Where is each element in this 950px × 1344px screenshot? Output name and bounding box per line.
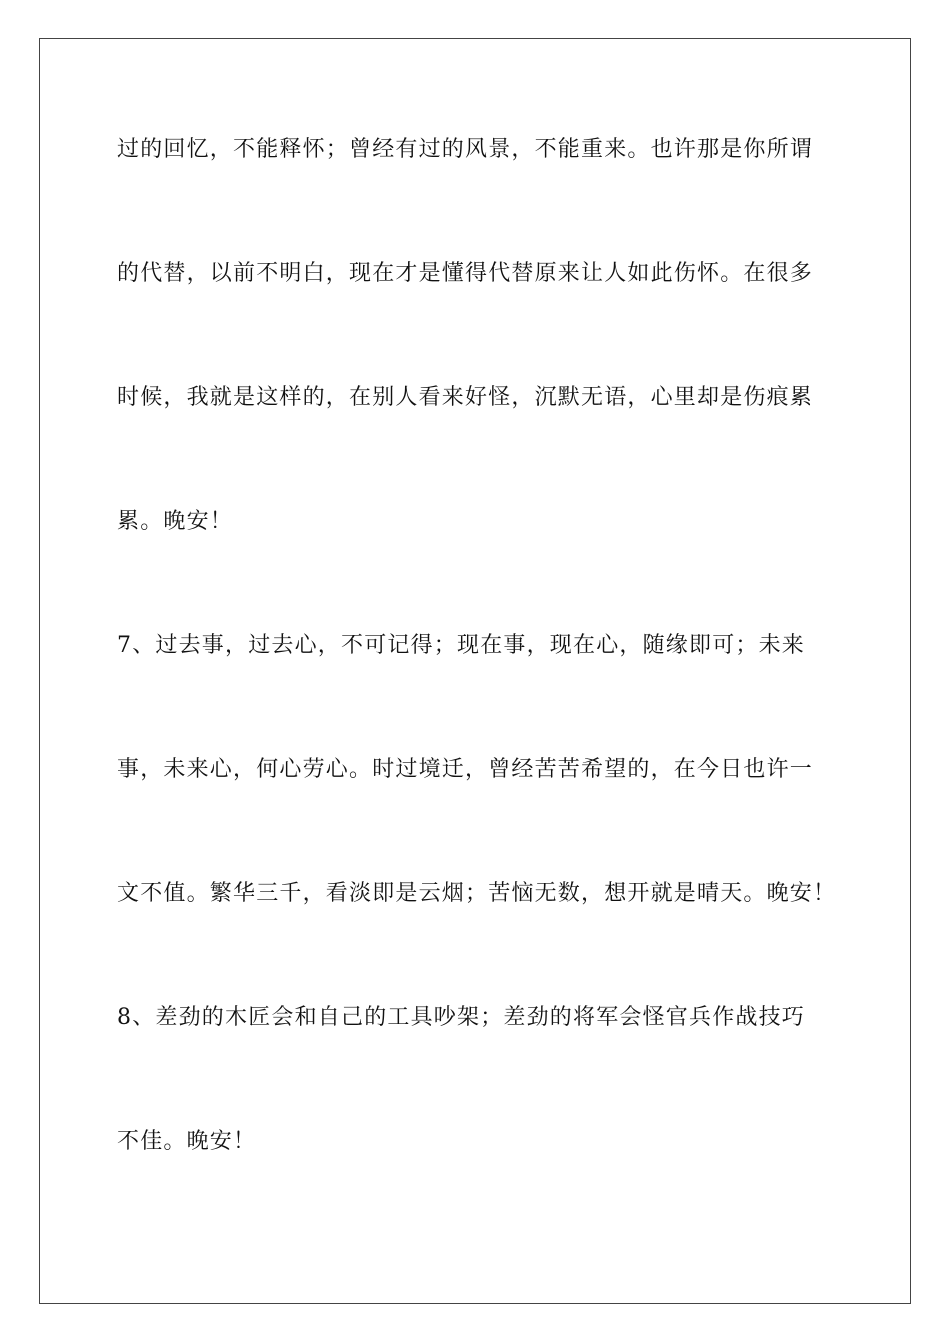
- text-line: 文不值。繁华三千，看淡即是云烟；苦恼无数，想开就是晴天。晚安！: [117, 881, 837, 906]
- text-line: 时候，我就是这样的，在别人看来好怪，沉默无语，心里却是伤痕累: [117, 385, 814, 410]
- text-line: 过的回忆，不能释怀；曾经有过的风景，不能重来。也许那是你所谓: [117, 137, 814, 162]
- text-line: 8、差劲的木匠会和自己的工具吵架；差劲的将军会怪官兵作战技巧: [117, 1005, 805, 1030]
- text-line: 的代替，以前不明白，现在才是懂得代替原来让人如此伤怀。在很多: [117, 261, 814, 286]
- text-line: 累。晚安！: [117, 509, 234, 534]
- page-border: [39, 38, 911, 1304]
- text-line: 事，未来心，何心劳心。时过境迁，曾经苦苦希望的，在今日也许一: [117, 757, 814, 782]
- text-line: 不佳。晚安！: [117, 1129, 257, 1154]
- text-line: 7、过去事，过去心，不可记得；现在事，现在心，随缘即可；未来: [117, 633, 805, 658]
